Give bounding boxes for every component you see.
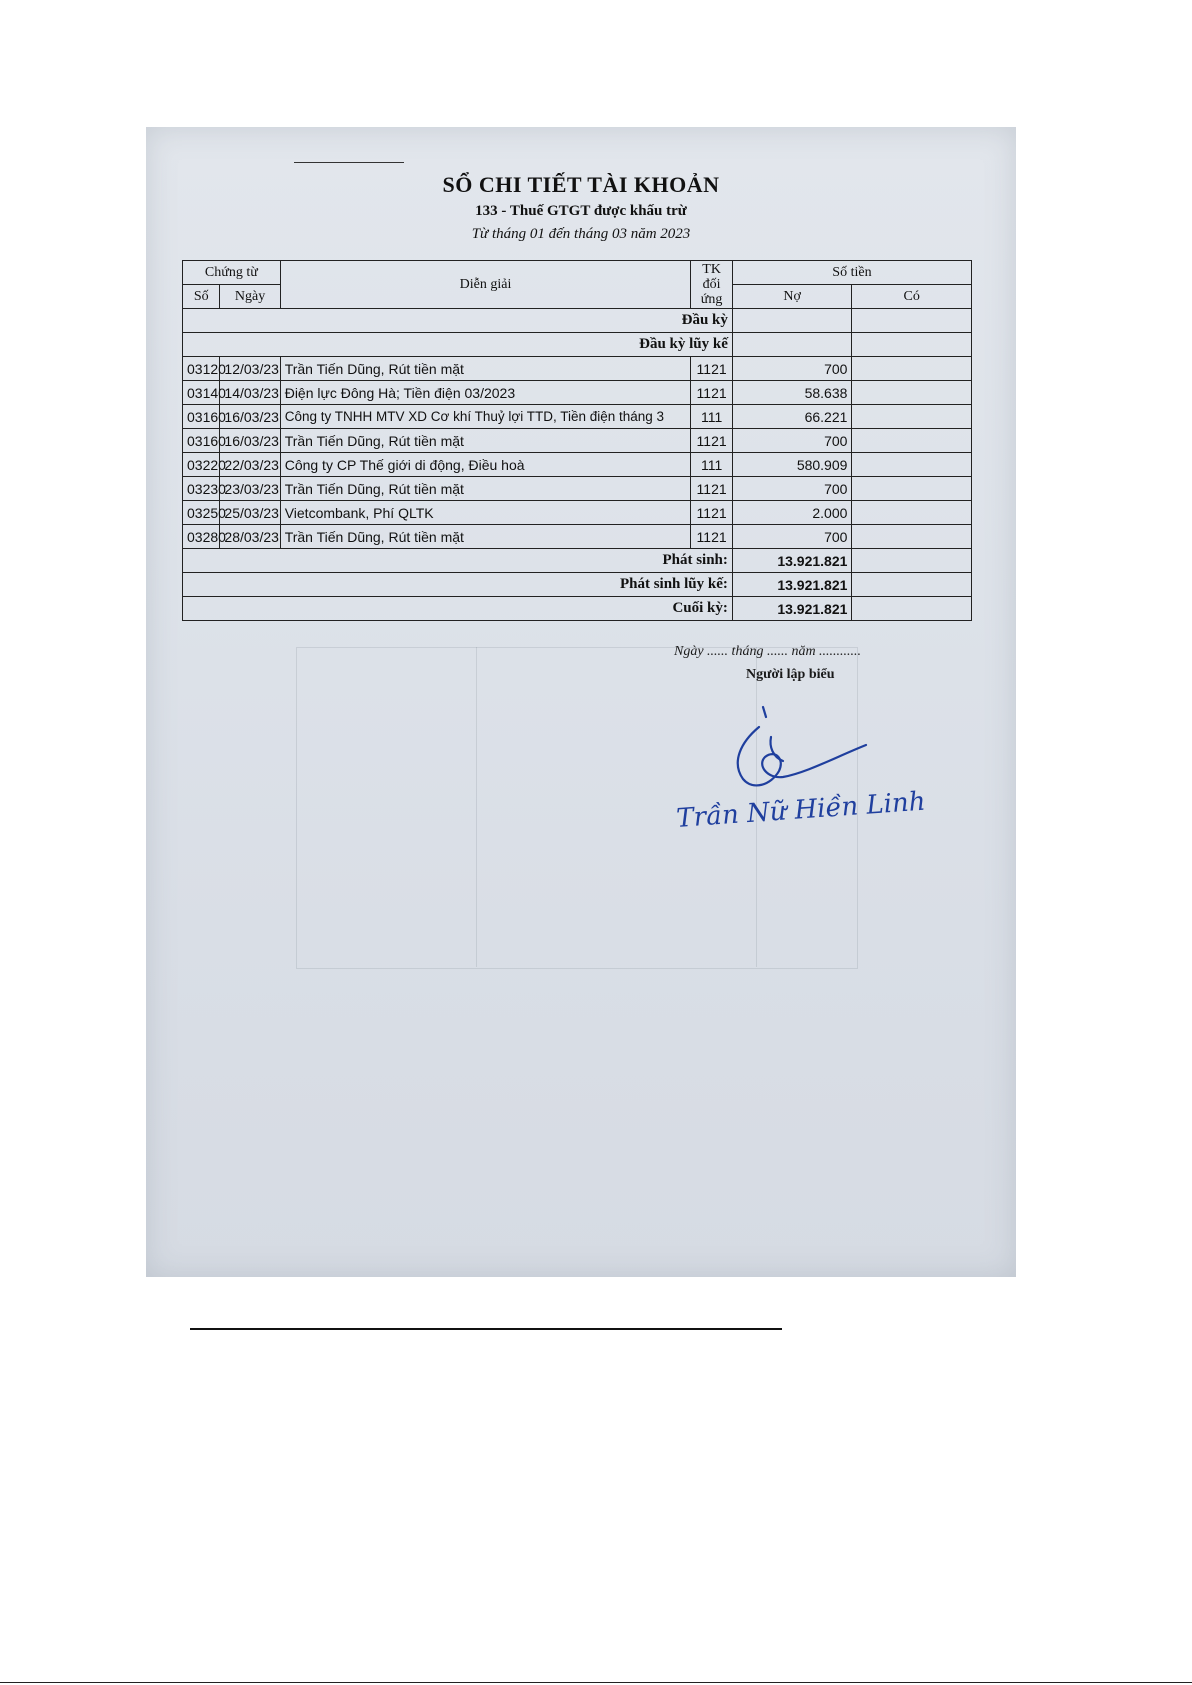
- account-subtitle: 133 - Thuế GTGT được khấu trừ: [475, 203, 687, 219]
- cell-no: 66.221: [732, 405, 852, 429]
- bleed-through-line: [476, 647, 477, 967]
- table-row: [183, 429, 972, 453]
- cell-dien-giai: Trần Tiến Dũng, Rút tiền mặt: [280, 357, 691, 381]
- table-row: [183, 381, 972, 405]
- header-chung-tu: Chứng từ: [183, 261, 281, 285]
- cell-so: 03160: [183, 405, 220, 429]
- cell-ngay: 22/03/23: [220, 453, 280, 477]
- cell-tk: 1121: [691, 501, 733, 525]
- header-co: Có: [852, 285, 972, 309]
- header-so: Số: [183, 285, 220, 309]
- opening-no: [732, 309, 852, 333]
- cell-no: 700: [732, 525, 852, 549]
- table-row: [183, 357, 972, 381]
- opening-cumulative-row: [183, 333, 972, 357]
- cell-tk: 1121: [691, 381, 733, 405]
- cell-dien-giai: Vietcombank, Phí QLTK: [280, 501, 691, 525]
- cell-so: 03160: [183, 429, 220, 453]
- table-row: [183, 477, 972, 501]
- cell-so: 03250: [183, 501, 220, 525]
- cell-no: 700: [732, 477, 852, 501]
- total-row-cuoi-ky: [183, 597, 972, 621]
- cell-dien-giai: Điện lực Đông Hà; Tiền điện 03/2023: [280, 381, 691, 405]
- page-bottom-edge: [0, 1682, 1192, 1683]
- cell-no: 700: [732, 429, 852, 453]
- header-row-1: [183, 261, 972, 285]
- cell-no: 700: [732, 357, 852, 381]
- total-row-phat-sinh: [183, 549, 972, 573]
- cell-no: 580.909: [732, 453, 852, 477]
- cell-dien-giai: Trần Tiến Dũng, Rút tiền mặt: [280, 477, 691, 501]
- cell-so: 03280: [183, 525, 220, 549]
- footer-role: Người lập biểu: [746, 667, 835, 682]
- table-row: [183, 525, 972, 549]
- document-photo: [146, 127, 1016, 1277]
- table-row: [183, 501, 972, 525]
- phat-sinh-value: 13.921.821: [732, 549, 852, 573]
- cuoi-ky-co: [852, 597, 972, 621]
- header-dien-giai: Diễn giải: [280, 261, 691, 309]
- signature-image: [671, 687, 927, 847]
- phat-sinh-label: Phát sinh:: [183, 549, 733, 573]
- opening-label: Đầu kỳ: [183, 309, 733, 333]
- cell-co: [852, 405, 972, 429]
- header-ngay: Ngày: [220, 285, 280, 309]
- ledger-table: [182, 260, 972, 621]
- cell-no: 2.000: [732, 501, 852, 525]
- phat-sinh-luy-ke-label: Phát sinh lũy kế:: [183, 573, 733, 597]
- cell-dien-giai: Trần Tiến Dũng, Rút tiền mặt: [280, 525, 691, 549]
- signature-name: Trần Nữ Hiền Linh: [675, 786, 927, 834]
- cell-co: [852, 453, 972, 477]
- cell-co: [852, 381, 972, 405]
- table-row: [183, 453, 972, 477]
- table-row: [183, 405, 972, 429]
- cell-co: [852, 429, 972, 453]
- header-no: Nợ: [732, 285, 852, 309]
- cell-so: 03220: [183, 453, 220, 477]
- cell-ngay: 23/03/23: [220, 477, 280, 501]
- cell-so: 03120: [183, 357, 220, 381]
- cell-dien-giai: Công ty TNHH MTV XD Cơ khí Thuỷ lợi TTD, Tiền điện tháng 3: [280, 405, 691, 429]
- cell-tk: 1121: [691, 429, 733, 453]
- cell-so: 03140: [183, 381, 220, 405]
- phat-sinh-luy-ke-co: [852, 573, 972, 597]
- cell-tk: 1121: [691, 525, 733, 549]
- cell-tk: 1121: [691, 357, 733, 381]
- total-row-phat-sinh-luy-ke: [183, 573, 972, 597]
- cell-co: [852, 357, 972, 381]
- cell-ngay: 12/03/23: [220, 357, 280, 381]
- cell-no: 58.638: [732, 381, 852, 405]
- document-title: SỔ CHI TIẾT TÀI KHOẢN: [442, 172, 720, 197]
- cell-dien-giai: Công ty CP Thế giới di động, Điều hoà: [280, 453, 691, 477]
- cell-co: [852, 477, 972, 501]
- bottom-rule: [190, 1328, 782, 1330]
- cell-ngay: 28/03/23: [220, 525, 280, 549]
- cell-tk: 1121: [691, 477, 733, 501]
- footer-date-line: Ngày ...... tháng ...... năm ............: [674, 644, 862, 659]
- cuoi-ky-value: 13.921.821: [732, 597, 852, 621]
- opening-cumulative-co: [852, 333, 972, 357]
- phat-sinh-co: [852, 549, 972, 573]
- period-line: Từ tháng 01 đến tháng 03 năm 2023: [471, 226, 691, 242]
- opening-cumulative-label: Đầu kỳ lũy kế: [183, 333, 733, 357]
- cell-tk: 111: [691, 453, 733, 477]
- cell-tk: 111: [691, 405, 733, 429]
- cell-ngay: 16/03/23: [220, 429, 280, 453]
- cell-co: [852, 525, 972, 549]
- opening-row: [183, 309, 972, 333]
- cell-ngay: 16/03/23: [220, 405, 280, 429]
- header-rule: [294, 162, 404, 163]
- header-so-tien: Số tiền: [732, 261, 971, 285]
- opening-cumulative-no: [732, 333, 852, 357]
- cell-so: 03230: [183, 477, 220, 501]
- phat-sinh-luy-ke-value: 13.921.821: [732, 573, 852, 597]
- cell-ngay: 25/03/23: [220, 501, 280, 525]
- cell-co: [852, 501, 972, 525]
- opening-co: [852, 309, 972, 333]
- header-tk-doi-ung: TK đối ứng: [691, 261, 733, 309]
- cell-dien-giai: Trần Tiến Dũng, Rút tiền mặt: [280, 429, 691, 453]
- cell-ngay: 14/03/23: [220, 381, 280, 405]
- cuoi-ky-label: Cuối kỳ:: [183, 597, 733, 621]
